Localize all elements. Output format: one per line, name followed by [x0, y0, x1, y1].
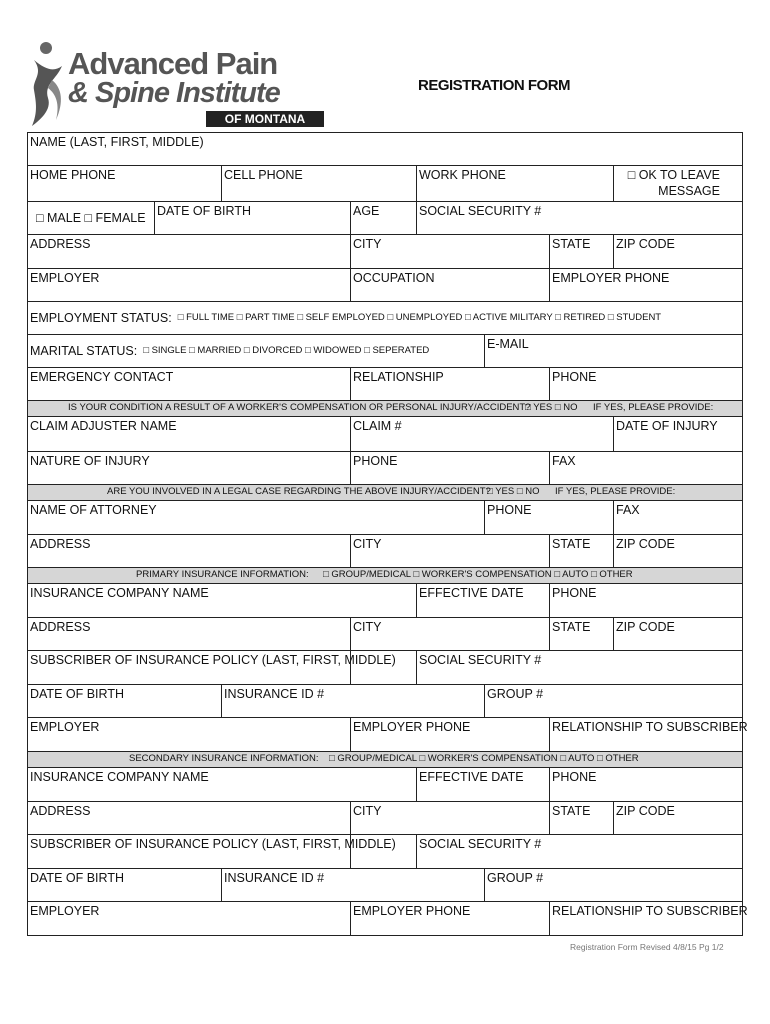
- date-of-injury-field[interactable]: [614, 417, 742, 452]
- secondary-subscriber-label: SUBSCRIBER OF INSURANCE POLICY (LAST, FIRST, MIDDLE): [30, 837, 396, 851]
- emergency-phone-field[interactable]: [550, 368, 742, 401]
- injury-question-text: IS YOUR CONDITION A RESULT OF A WORKER'S COMPENSATION OR PERSONAL INJURY/ACCIDENT?: [68, 402, 531, 413]
- primary-employer-phone-label: EMPLOYER PHONE: [353, 720, 471, 734]
- clinic-logo: [26, 40, 326, 128]
- secondary-company-label: INSURANCE COMPANY NAME: [30, 770, 209, 784]
- primary-group-label: GROUP #: [487, 687, 544, 701]
- logo-line-2: & Spine Institute: [68, 77, 280, 109]
- secondary-zip-field[interactable]: [614, 802, 742, 835]
- primary-phone-field[interactable]: [550, 584, 742, 618]
- secondary-group-label: GROUP #: [487, 871, 544, 885]
- attorney-state-field[interactable]: [550, 535, 614, 568]
- primary-zip-field[interactable]: [614, 618, 742, 651]
- attorney-phone-label: PHONE: [487, 503, 532, 517]
- sex-label: □ MALE □ FEMALE: [36, 211, 146, 225]
- primary-employer-phone-field[interactable]: [351, 718, 550, 752]
- employer-phone-field[interactable]: [550, 269, 742, 302]
- secondary-address-field[interactable]: [28, 802, 351, 835]
- secondary-effective-date-label: EFFECTIVE DATE: [419, 770, 524, 784]
- nature-of-injury-label: NATURE OF INJURY: [30, 454, 150, 468]
- primary-zip-label: ZIP CODE: [616, 620, 675, 634]
- injury-yes-no-checkboxes[interactable]: □ YES □ NO: [525, 402, 578, 413]
- employer-label: EMPLOYER: [30, 271, 100, 285]
- secondary-company-field[interactable]: [28, 768, 417, 802]
- state-label: STATE: [552, 237, 591, 251]
- secondary-dob-label: DATE OF BIRTH: [30, 871, 124, 885]
- claim-adjuster-field[interactable]: [28, 417, 351, 452]
- emergency-relationship-field[interactable]: [351, 368, 550, 401]
- injury-question-bar: [28, 401, 742, 417]
- work-phone-field[interactable]: [417, 166, 614, 202]
- primary-relationship-label: RELATIONSHIP TO SUBSCRIBER: [552, 720, 748, 734]
- primary-phone-label: PHONE: [552, 586, 597, 600]
- injury-fax-field[interactable]: [550, 452, 742, 485]
- primary-city-field[interactable]: [351, 618, 550, 651]
- attorney-phone-field[interactable]: [485, 501, 614, 535]
- secondary-zip-label: ZIP CODE: [616, 804, 675, 818]
- primary-dob-field[interactable]: [28, 685, 222, 718]
- secondary-ssn-label: SOCIAL SECURITY #: [419, 837, 542, 851]
- primary-dob-label: DATE OF BIRTH: [30, 687, 124, 701]
- emergency-contact-field[interactable]: [28, 368, 351, 401]
- secondary-city-label: CITY: [353, 804, 382, 818]
- primary-address-field[interactable]: [28, 618, 351, 651]
- secondary-insurance-heading: SECONDARY INSURANCE INFORMATION:: [129, 753, 319, 764]
- dob-label: DATE OF BIRTH: [157, 204, 251, 218]
- primary-insurance-bar: [28, 568, 742, 584]
- secondary-address-label: ADDRESS: [30, 804, 91, 818]
- secondary-employer-label: EMPLOYER: [30, 904, 100, 918]
- ok-to-leave-label: □ OK TO LEAVE MESSAGE: [627, 168, 720, 198]
- name-field[interactable]: [28, 133, 742, 166]
- emergency-phone-label: PHONE: [552, 370, 597, 384]
- attorney-fax-field[interactable]: [614, 501, 742, 535]
- home-phone-label: HOME PHONE: [30, 168, 116, 182]
- primary-ssn-field[interactable]: [417, 651, 742, 685]
- sex-checkboxes[interactable]: [28, 202, 155, 235]
- nature-of-injury-field[interactable]: [28, 452, 351, 485]
- legal-yes-no-checkboxes[interactable]: □ YES □ NO: [487, 486, 540, 497]
- home-phone-field[interactable]: [28, 166, 222, 202]
- employer-field[interactable]: [28, 269, 351, 302]
- secondary-ssn-field[interactable]: [417, 835, 742, 869]
- secondary-insurance-id-field[interactable]: [222, 869, 485, 902]
- ssn-label: SOCIAL SECURITY #: [419, 204, 542, 218]
- primary-subscriber-extra-field[interactable]: [351, 651, 417, 685]
- date-of-injury-label: DATE OF INJURY: [616, 419, 718, 433]
- attorney-address-field[interactable]: [28, 535, 351, 568]
- claim-number-field[interactable]: [351, 417, 614, 452]
- logo-line-3: OF MONTANA: [206, 111, 324, 127]
- city-label: CITY: [353, 237, 382, 251]
- secondary-employer-field[interactable]: [28, 902, 351, 935]
- primary-employer-label: EMPLOYER: [30, 720, 100, 734]
- primary-subscriber-label: SUBSCRIBER OF INSURANCE POLICY (LAST, FIRST, MIDDLE): [30, 653, 396, 667]
- address-field[interactable]: [28, 235, 351, 269]
- secondary-group-field[interactable]: [485, 869, 742, 902]
- secondary-insurance-id-label: INSURANCE ID #: [224, 871, 325, 885]
- primary-relationship-field[interactable]: [550, 718, 748, 752]
- primary-state-field[interactable]: [550, 618, 614, 651]
- ok-to-leave-message-checkbox[interactable]: [614, 166, 742, 202]
- primary-company-label: INSURANCE COMPANY NAME: [30, 586, 209, 600]
- primary-city-label: CITY: [353, 620, 382, 634]
- injury-phone-label: PHONE: [353, 454, 398, 468]
- secondary-phone-label: PHONE: [552, 770, 597, 784]
- primary-effective-date-field[interactable]: [417, 584, 550, 618]
- state-field[interactable]: [550, 235, 614, 269]
- secondary-dob-field[interactable]: [28, 869, 222, 902]
- injury-phone-field[interactable]: [351, 452, 550, 485]
- figure-logo-icon: [26, 40, 70, 128]
- primary-effective-date-label: EFFECTIVE DATE: [419, 586, 524, 600]
- emergency-relationship-label: RELATIONSHIP: [353, 370, 444, 384]
- legal-question-bar: [28, 485, 742, 501]
- secondary-city-field[interactable]: [351, 802, 550, 835]
- primary-insurance-id-field[interactable]: [222, 685, 485, 718]
- secondary-insurance-bar: [28, 752, 742, 768]
- attorney-state-label: STATE: [552, 537, 591, 551]
- primary-group-field[interactable]: [485, 685, 742, 718]
- injury-if-yes-text: IF YES, PLEASE PROVIDE:: [593, 402, 714, 413]
- secondary-employer-phone-field[interactable]: [351, 902, 550, 935]
- secondary-subscriber-extra-field[interactable]: [351, 835, 417, 869]
- primary-ssn-label: SOCIAL SECURITY #: [419, 653, 542, 667]
- registration-form-table: [27, 132, 748, 936]
- work-phone-label: WORK PHONE: [419, 168, 506, 182]
- employment-status-options: □ FULL TIME □ PART TIME □ SELF EMPLOYED □ UNEMPLOYED □ ACTIVE MILITARY □ RETIRED □ STUDENT: [177, 312, 662, 323]
- attorney-zip-label: ZIP CODE: [616, 537, 675, 551]
- name-label: NAME (LAST, FIRST, MIDDLE): [30, 135, 204, 149]
- cell-phone-field[interactable]: [222, 166, 417, 202]
- primary-insurance-id-label: INSURANCE ID #: [224, 687, 325, 701]
- legal-if-yes-text: IF YES, PLEASE PROVIDE:: [555, 486, 676, 497]
- primary-employer-field[interactable]: [28, 718, 351, 752]
- attorney-city-field[interactable]: [351, 535, 550, 568]
- marital-status-options: □ SINGLE □ MARRIED □ DIVORCED □ WIDOWED □ SEPERATED: [143, 345, 430, 356]
- attorney-address-label: ADDRESS: [30, 537, 91, 551]
- city-field[interactable]: [351, 235, 550, 269]
- page-title: REGISTRATION FORM: [418, 77, 571, 94]
- secondary-employer-phone-label: EMPLOYER PHONE: [353, 904, 471, 918]
- emergency-contact-label: EMERGENCY CONTACT: [30, 370, 174, 384]
- primary-subscriber-field[interactable]: [28, 651, 396, 685]
- zip-label: ZIP CODE: [616, 237, 675, 251]
- secondary-phone-field[interactable]: [550, 768, 742, 802]
- marital-status-label: MARITAL STATUS:: [30, 344, 138, 358]
- email-field[interactable]: [485, 335, 742, 368]
- marital-status-checkboxes[interactable]: [28, 335, 485, 368]
- cell-phone-label: CELL PHONE: [224, 168, 303, 182]
- occupation-field[interactable]: [351, 269, 550, 302]
- primary-company-field[interactable]: [28, 584, 417, 618]
- primary-state-label: STATE: [552, 620, 591, 634]
- dob-field[interactable]: [155, 202, 351, 235]
- ssn-field[interactable]: [417, 202, 742, 235]
- address-label: ADDRESS: [30, 237, 91, 251]
- secondary-state-field[interactable]: [550, 802, 614, 835]
- secondary-insurance-type-checkboxes[interactable]: □ GROUP/MEDICAL □ WORKER'S COMPENSATION □ AUTO □ OTHER: [329, 753, 639, 764]
- zip-field[interactable]: [614, 235, 742, 269]
- claim-adjuster-label: CLAIM ADJUSTER NAME: [30, 419, 177, 433]
- employment-status-checkboxes[interactable]: [28, 302, 742, 335]
- age-field[interactable]: [351, 202, 417, 235]
- legal-question-text: ARE YOU INVOLVED IN A LEGAL CASE REGARDING THE ABOVE INJURY/ACCIDENT?: [107, 486, 491, 497]
- attorney-fax-label: FAX: [616, 503, 640, 517]
- attorney-zip-field[interactable]: [614, 535, 742, 568]
- secondary-subscriber-field[interactable]: [28, 835, 396, 869]
- claim-number-label: CLAIM #: [353, 419, 402, 433]
- employer-phone-label: EMPLOYER PHONE: [552, 271, 670, 285]
- attorney-name-label: NAME OF ATTORNEY: [30, 503, 157, 517]
- attorney-name-field[interactable]: [28, 501, 485, 535]
- footer-revision: Registration Form Revised 4/8/15 Pg 1/2: [570, 942, 724, 952]
- age-label: AGE: [353, 204, 380, 218]
- primary-insurance-heading: PRIMARY INSURANCE INFORMATION:: [136, 569, 309, 580]
- secondary-state-label: STATE: [552, 804, 591, 818]
- injury-fax-label: FAX: [552, 454, 576, 468]
- primary-address-label: ADDRESS: [30, 620, 91, 634]
- occupation-label: OCCUPATION: [353, 271, 435, 285]
- logo-line-1: Advanced Pain: [68, 46, 278, 81]
- secondary-relationship-field[interactable]: [550, 902, 748, 935]
- attorney-city-label: CITY: [353, 537, 382, 551]
- email-label: E-MAIL: [487, 337, 529, 351]
- employment-status-label: EMPLOYMENT STATUS:: [30, 311, 172, 325]
- secondary-relationship-label: RELATIONSHIP TO SUBSCRIBER: [552, 904, 748, 918]
- secondary-effective-date-field[interactable]: [417, 768, 550, 802]
- primary-insurance-type-checkboxes[interactable]: □ GROUP/MEDICAL □ WORKER'S COMPENSATION □ AUTO □ OTHER: [323, 569, 633, 580]
